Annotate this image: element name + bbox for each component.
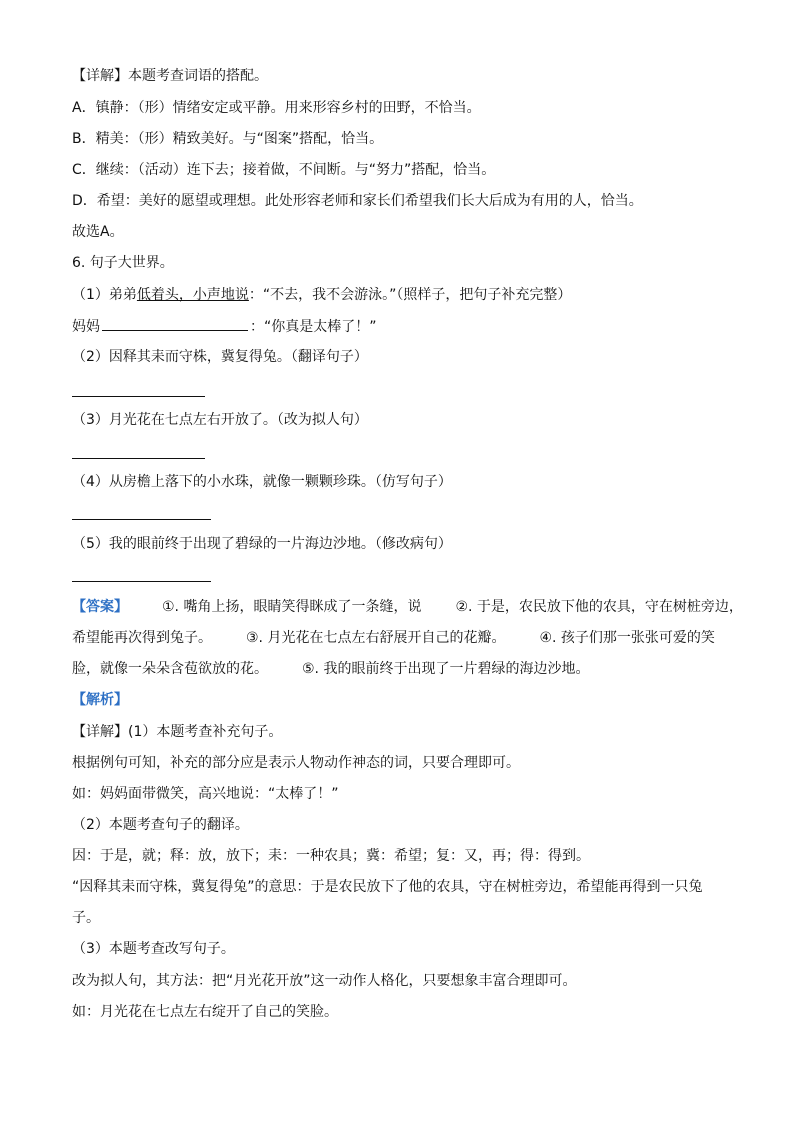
subquestion-3: （3）月光花在七点左右开放了。（改为拟人句）: [72, 412, 368, 428]
answer-row-2: [72, 628, 715, 648]
answer-4: ④. 孩子们那一张张可爱的笑: [539, 630, 715, 646]
subquestion-1b: [72, 316, 377, 337]
answer-2b: 希望能再次得到兔子。: [72, 630, 212, 646]
analysis-line-1: 【详解】(1）本题考查补充句子。: [72, 724, 283, 740]
s1-prefix: （1）弟弟: [72, 287, 137, 303]
answer-blank-2[interactable]: [72, 396, 205, 397]
answer-blank-4[interactable]: [72, 519, 211, 520]
subquestion-1: [72, 285, 571, 305]
analysis-label: 【解析】: [72, 692, 128, 708]
answer-2: ②. 于是，农民放下他的农具，守在树桩旁边，: [455, 599, 743, 615]
answer-label: 【答案】: [72, 599, 128, 615]
answer-1: ①. 嘴角上扬，眼睛笑得眯成了一条缝，说: [162, 599, 422, 615]
answer-row-1: [72, 597, 743, 617]
analysis-line-2: 根据例句可知，补充的部分应是表示人物动作神态的词，只要合理即可。: [72, 755, 520, 771]
analysis-line-3: 如：妈妈面带微笑，高兴地说：“太棒了！”: [72, 786, 339, 802]
question-title: 6. 句子大世界。: [72, 255, 174, 271]
analysis-line-6b: 子。: [72, 910, 100, 926]
s1b-suffix: ：“你真是太棒了！”: [250, 319, 377, 335]
analysis-line-9: 如：月光花在七点左右绽开了自己的笑脸。: [72, 1004, 338, 1020]
subquestion-2: （2）因释其耒而守株，冀复得兔。（翻译句子）: [72, 349, 368, 365]
option-d: D．希望：美好的愿望或理想。此处形容老师和家长们希望我们长大后成为有用的人，恰当。: [72, 193, 643, 209]
analysis-line-4: （2）本题考查句子的翻译。: [72, 817, 249, 833]
detail-line: 【详解】本题考查词语的搭配。: [72, 68, 268, 84]
s1b-prefix: 妈妈: [72, 319, 100, 335]
answer-row-3: [72, 659, 589, 679]
s1-suffix: ：“不去，我不会游泳。”（照样子，把句子补充完整）: [248, 287, 572, 303]
subquestion-4: （4）从房檐上落下的小水珠，就像一颗颗珍珠。（仿写句子）: [72, 474, 452, 490]
analysis-line-8: 改为拟人句，其方法：把“月光花开放”这一动作人格化，只要想象丰富合理即可。: [72, 973, 577, 989]
option-a: A．镇静：（形）情绪安定或平静。用来形容乡村的田野，不恰当。: [72, 100, 481, 116]
option-b: B．精美：（形）精致美好。与“图案”搭配，恰当。: [72, 131, 384, 147]
option-c: C．继续：（活动）连下去；接着做，不间断。与“努力”搭配，恰当。: [72, 162, 496, 178]
s1-underlined: 低着头，小声地说: [136, 287, 249, 303]
subquestion-5: （5）我的眼前终于出现了碧绿的一片海边沙地。（修改病句）: [72, 536, 452, 552]
answer-blank-3[interactable]: [72, 458, 205, 459]
fill-blank[interactable]: [102, 316, 248, 331]
answer-5: ⑤. 我的眼前终于出现了一片碧绿的海边沙地。: [302, 661, 590, 677]
choose-line: 故选A。: [72, 224, 124, 240]
answer-3: ③. 月光花在七点左右舒展开自己的花瓣。: [246, 630, 506, 646]
analysis-line-6: “因释其耒而守株，冀复得兔”的意思：于是农民放下了他的农具，守在树桩旁边，希望能再得到一只兔: [72, 879, 703, 895]
analysis-line-5: 因：于是，就；释：放，放下；耒：一种农具；冀：希望；复：又，再；得：得到。: [72, 848, 590, 864]
answer-4b: 脸，就像一朵朵含苞欲放的花。: [72, 661, 268, 677]
analysis-line-7: （3）本题考查改写句子。: [72, 941, 235, 957]
answer-blank-5[interactable]: [72, 581, 211, 582]
